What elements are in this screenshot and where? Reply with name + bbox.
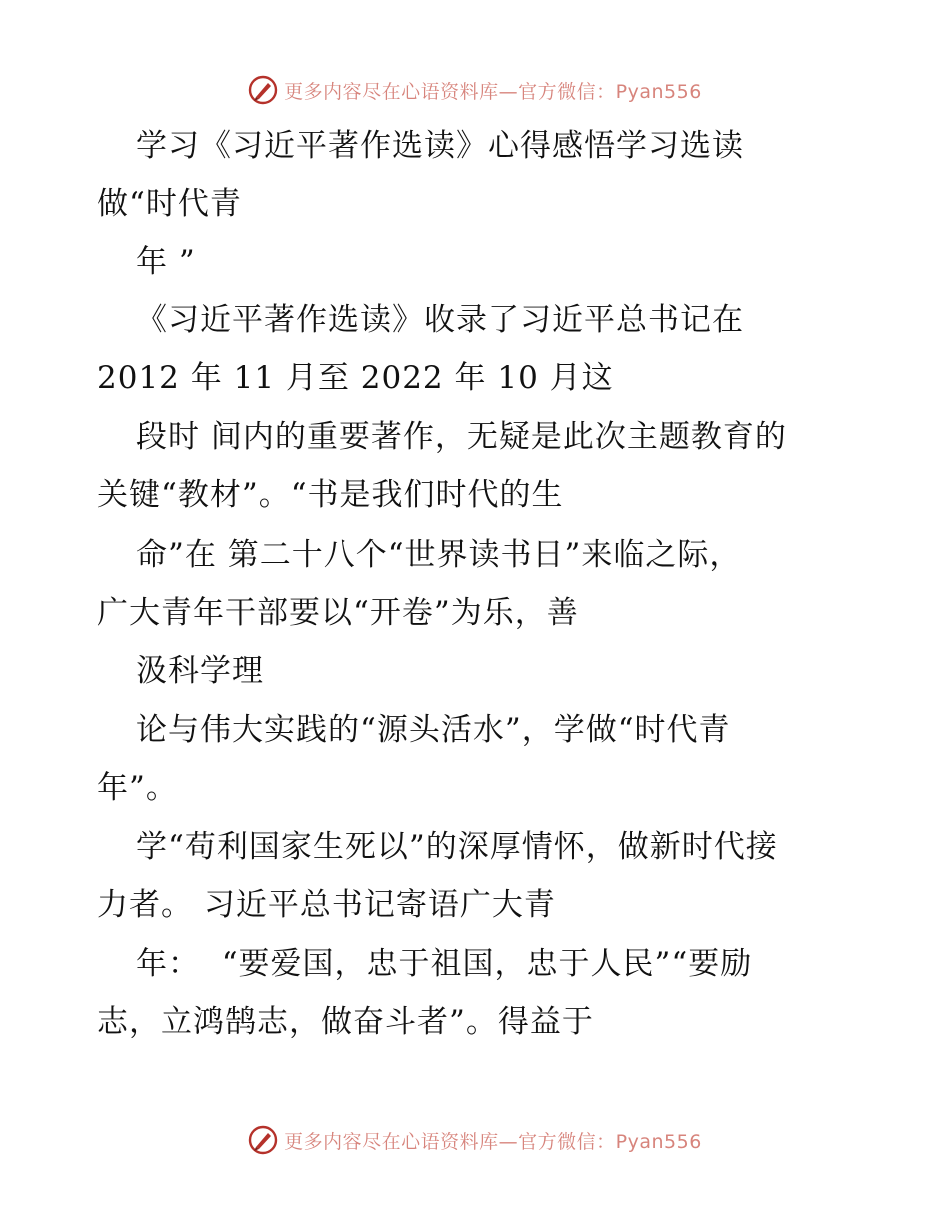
text-line: 年： “要爱国，忠于祖国，忠于人民”“要励 <box>136 946 753 982</box>
text-line: 命”在 第二十八个“世界读书日”来临之际， <box>136 537 742 573</box>
text-line: 汲科学理 <box>136 653 264 689</box>
header-watermark-text: 更多内容尽在心语资料库—官方微信：Pyan556 <box>284 80 702 103</box>
text-line: 论与伟大实践的“源头活水”，学做“时代青 <box>136 712 731 748</box>
text-line: 广大青年干部要以“开卷”为乐，善 <box>97 595 579 631</box>
pen-logo-icon <box>248 1125 278 1155</box>
text-line: 2012 年 11 月至 2022 年 10 月这 <box>97 360 614 396</box>
text-line: 年”。 <box>97 770 178 806</box>
text-line: 段时 间内的重要著作，无疑是此次主题教育的 <box>136 419 787 455</box>
text-line: 年 ” <box>136 244 196 280</box>
text-line: 学习《习近平著作选读》心得感悟学习选读 <box>136 128 744 164</box>
text-line: 学“苟利国家生死以”的深厚情怀，做新时代接 <box>136 829 778 865</box>
footer-watermark-text: 更多内容尽在心语资料库—官方微信：Pyan556 <box>284 1130 702 1153</box>
text-line: 做“时代青 <box>97 186 242 222</box>
text-line: 《习近平著作选读》收录了习近平总书记在 <box>136 302 744 338</box>
text-line: 关键“教材”。“书是我们时代的生 <box>97 477 564 513</box>
text-line: 志，立鸿鹄志，做奋斗者”。得益于 <box>97 1004 594 1040</box>
footer-watermark <box>0 1124 950 1156</box>
text-line: 力者。 习近平总书记寄语广大青 <box>97 887 556 923</box>
